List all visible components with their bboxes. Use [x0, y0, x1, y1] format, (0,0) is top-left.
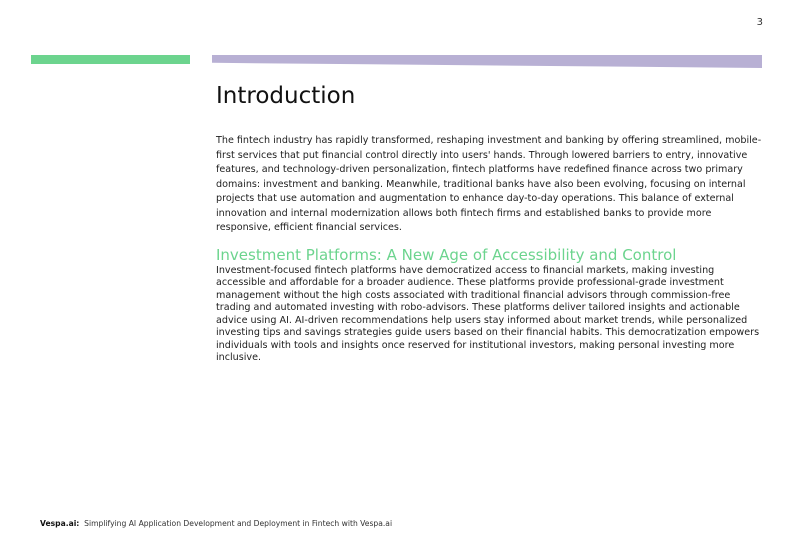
green-accent-bar [31, 55, 190, 64]
footer-brand: Vespa.ai: [40, 519, 80, 528]
section-heading: Investment Platforms: A New Age of Accessibility and Control [216, 245, 677, 264]
page-title: Introduction [216, 83, 356, 109]
purple-accent-bar [212, 55, 762, 68]
main-content [216, 80, 762, 365]
section-paragraph: Investment-focused fintech platforms have democratized access to financial markets, making investing accessible and affordable for a broader audience. These platforms provide professional-grade investment management without the high costs associated with traditional financial advisors through commission-free trading and automated investing with robo-advisors. These platforms deliver tailored insights and actionable advice using AI. AI-driven recommendations help users stay informed about market trends, while personalized investing tips and savings strategies guide users based on their financial habits. This democratization empowers individuals with tools and insights once reserved for institutional investors, making personal investing more inclusive. [216, 264, 760, 363]
footer-text: Simplifying AI Application Development and Deployment in Fintech with Vespa.ai [84, 519, 393, 528]
intro-paragraph: The fintech industry has rapidly transformed, reshaping investment and banking by offering streamlined, mobile-first services that put financial control directly into users' hands. Through lowered barriers to entry, innovative features, and technology-driven personalization, fintech platforms have redefined finance across two primary domains: investment and banking. Meanwhile, traditional banks have also been evolving, focusing on internal projects that use automation and augmentation to enhance day-to-day operations. This balance of external innovation and internal modernization allows both fintech firms and established banks to provide more responsive, efficient financial services. [216, 135, 762, 233]
page-number: 3 [756, 17, 763, 28]
footer [40, 519, 392, 528]
